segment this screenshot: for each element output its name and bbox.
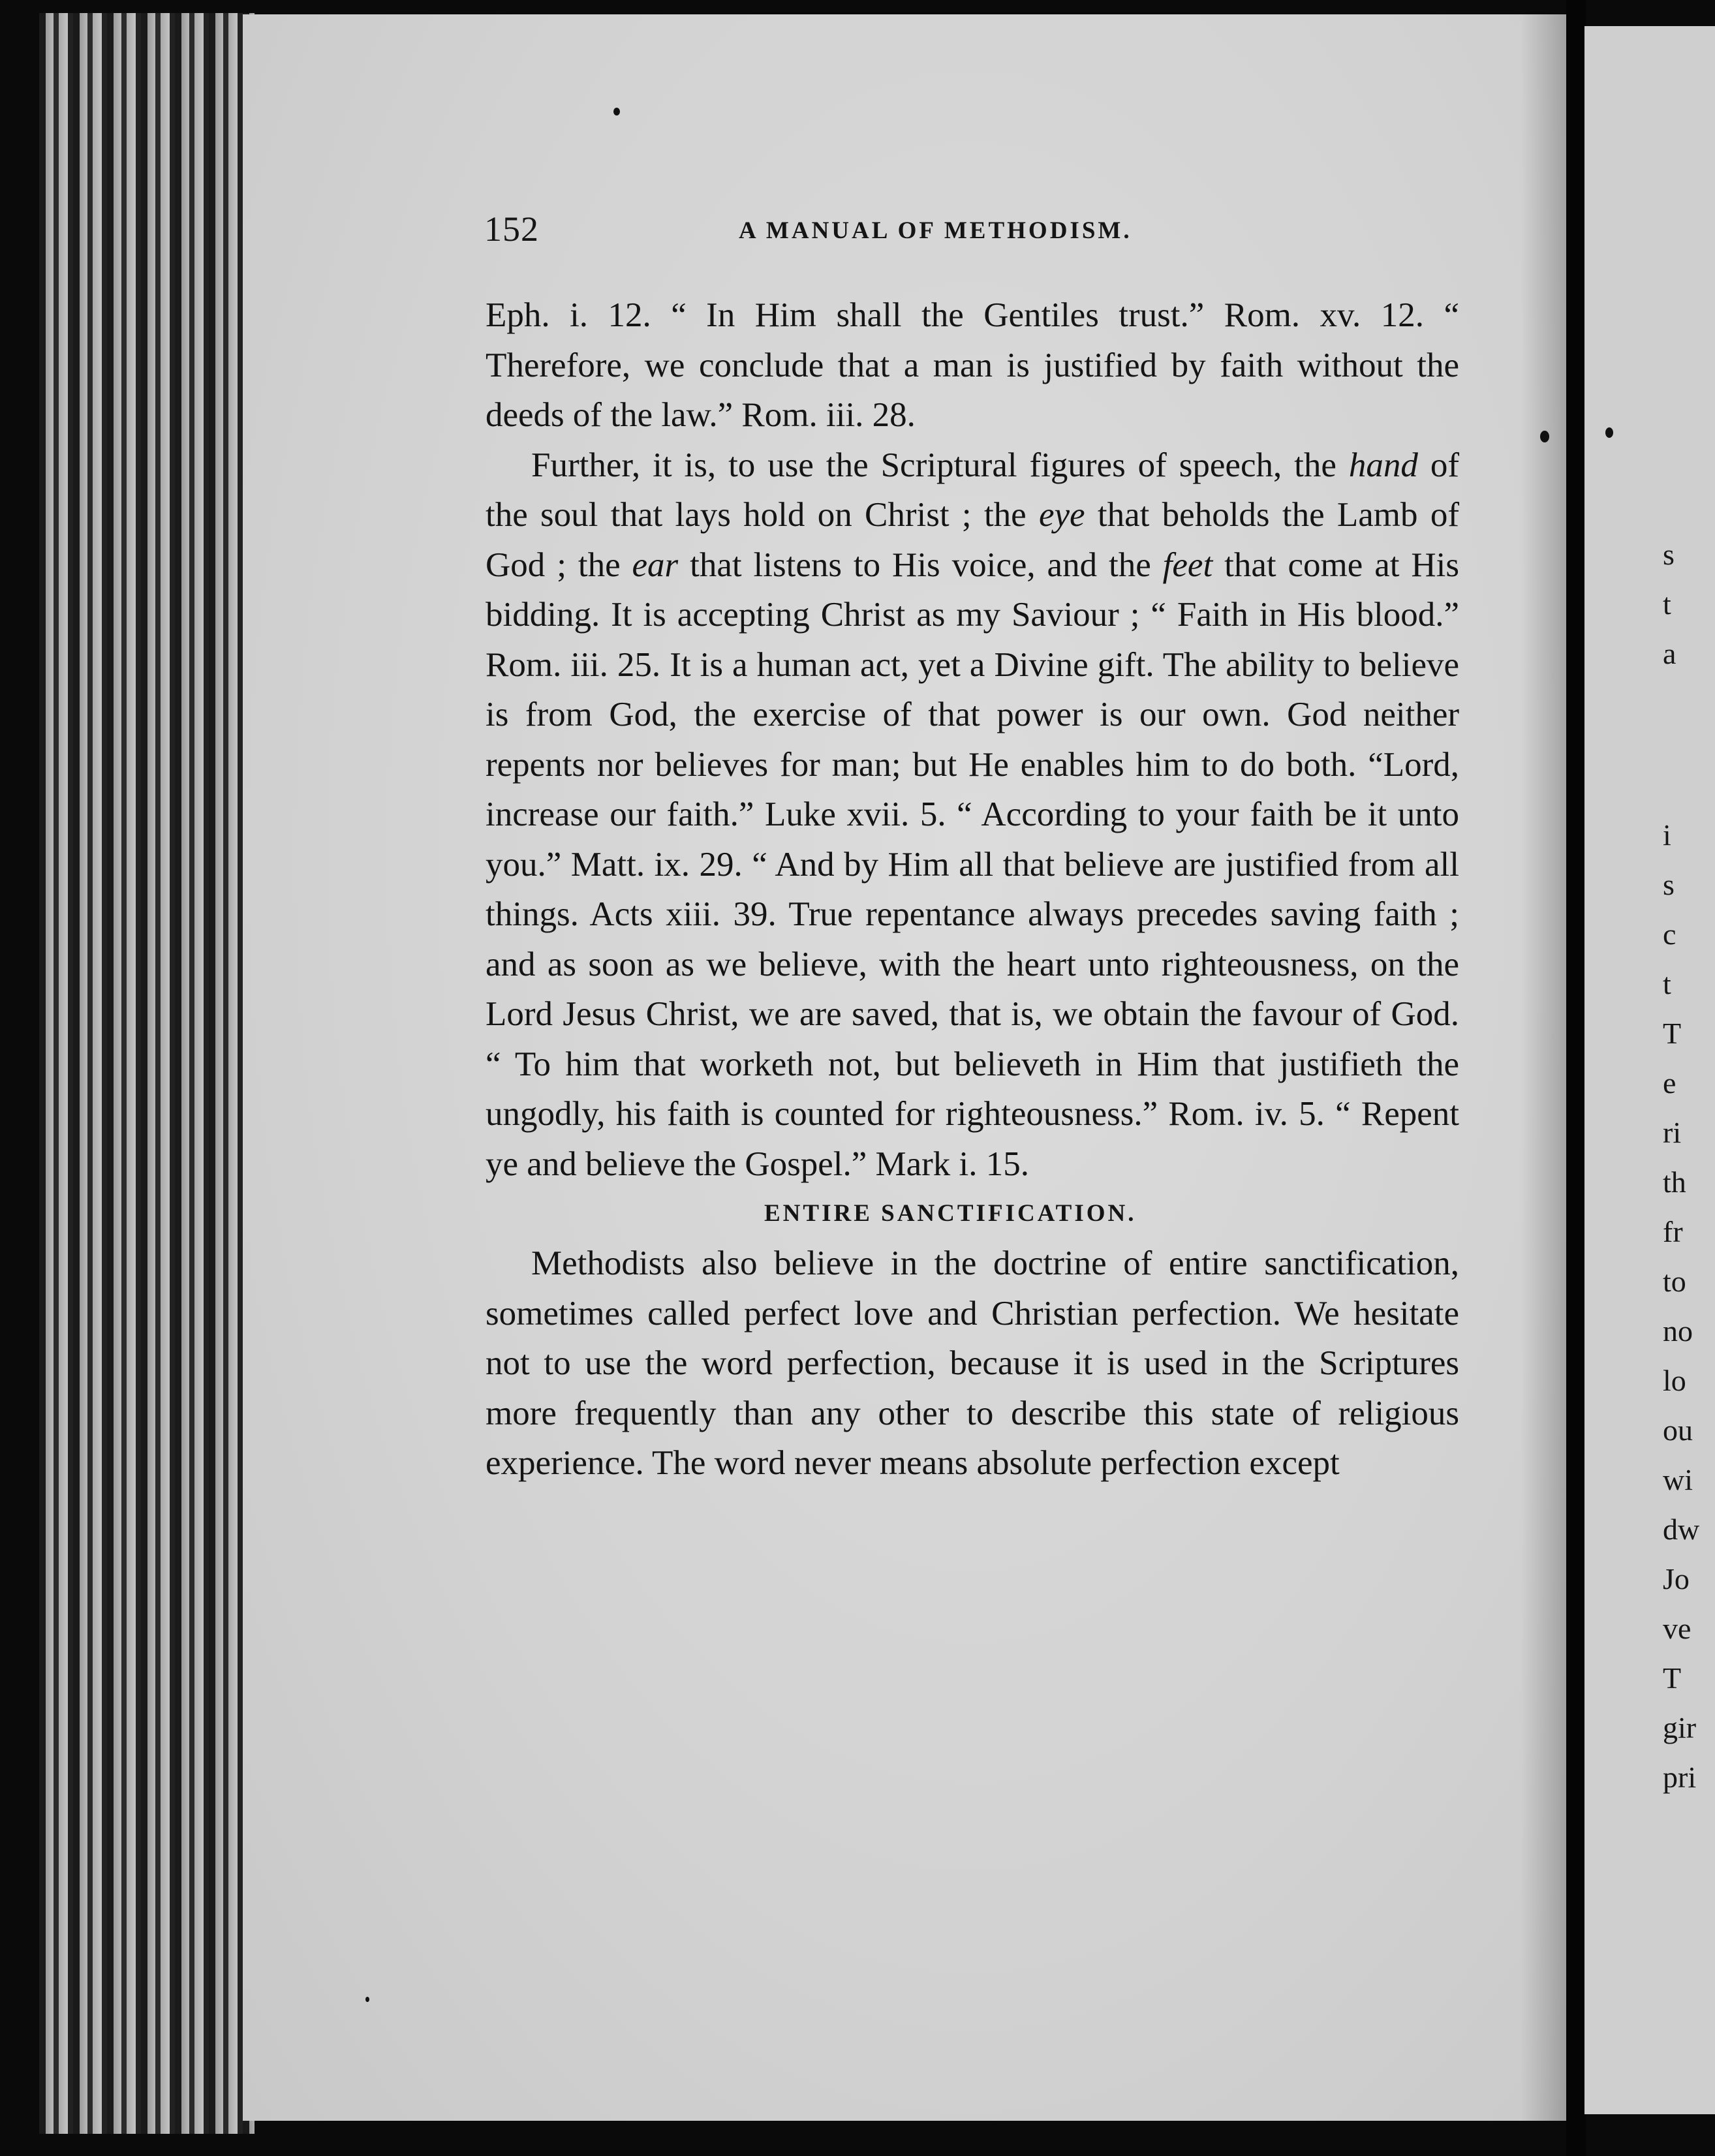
paragraph-sanctification: Methodists also believe in the doctrine of entire sanctification, sometimes called perfect love and Christian perfection. We hesitate not to use the word perfection, because it is used in the Scriptures more frequently than any other to describe this state of religious experience. The word never means absolute perfection except — [486, 1244, 1459, 1482]
paragraph-continued: Eph. i. 12. “ In Him shall the Gentiles trust.” Rom. xv. 12. “ Therefore, we conclude that a man is justified by faith without the deeds of the law.” Rom. iii. 28. — [486, 296, 1459, 434]
page-body — [486, 290, 1459, 1488]
print-speck — [1605, 427, 1613, 438]
page-number: 152 — [484, 209, 539, 249]
spine-shadow — [1521, 14, 1573, 2121]
stacked-page-edges — [39, 13, 255, 2134]
emphasis-ear: ear — [632, 546, 679, 584]
print-speck — [1540, 431, 1549, 442]
book-gutter — [1566, 0, 1586, 2156]
facing-page-text-fragment-lower: i s c t T e ri th fr to no lo ou wi dw Jo ve T gir pri — [1663, 818, 1700, 1794]
section-heading: ENTIRE SANCTIFICATION. — [764, 1200, 1137, 1227]
print-speck — [613, 108, 620, 116]
running-title: A MANUAL OF METHODISM. — [739, 217, 1132, 244]
page-header — [484, 209, 1463, 261]
print-speck — [365, 1997, 369, 2002]
facing-page-text-fragment-upper: s t a — [1663, 538, 1676, 670]
emphasis-eye: eye — [1039, 496, 1085, 534]
emphasis-feet: feet — [1162, 546, 1213, 584]
paragraph-faith: Further, it is, to use the Scriptural figures of speech, the hand of the soul that lays hold on Christ ; the eye that beholds the Lamb of God ; the ear that listens to His voice, and the feet that come at His bidding. It is accepting Christ as my Saviour ; “ Faith in His blood.” Rom. iii. 25. It is a human act, yet a Divine gift. The ability to believe is from God, the exercise of that power is our own. God neither repents nor believes for man; but He enables him to do both. “Lord, increase our faith.” Luke xvii. 5. “ According to your faith be it unto you.” Matt. ix. 29. “ And by Him all that believe are justified from all things. Acts xiii. 39. True repentance always precedes saving faith ; and as soon as we believe, with the heart unto righteousness, on the Lord Jesus Christ, we are saved, that is, we obtain the favour of God. “ To him that worketh not, but believeth in Him that justifieth the ungodly, his faith is counted for righteousness.” Rom. iv. 5. “ Repent ye and believe the Gospel.” Mark i. 15. — [486, 446, 1459, 1183]
emphasis-hand: hand — [1348, 446, 1418, 484]
